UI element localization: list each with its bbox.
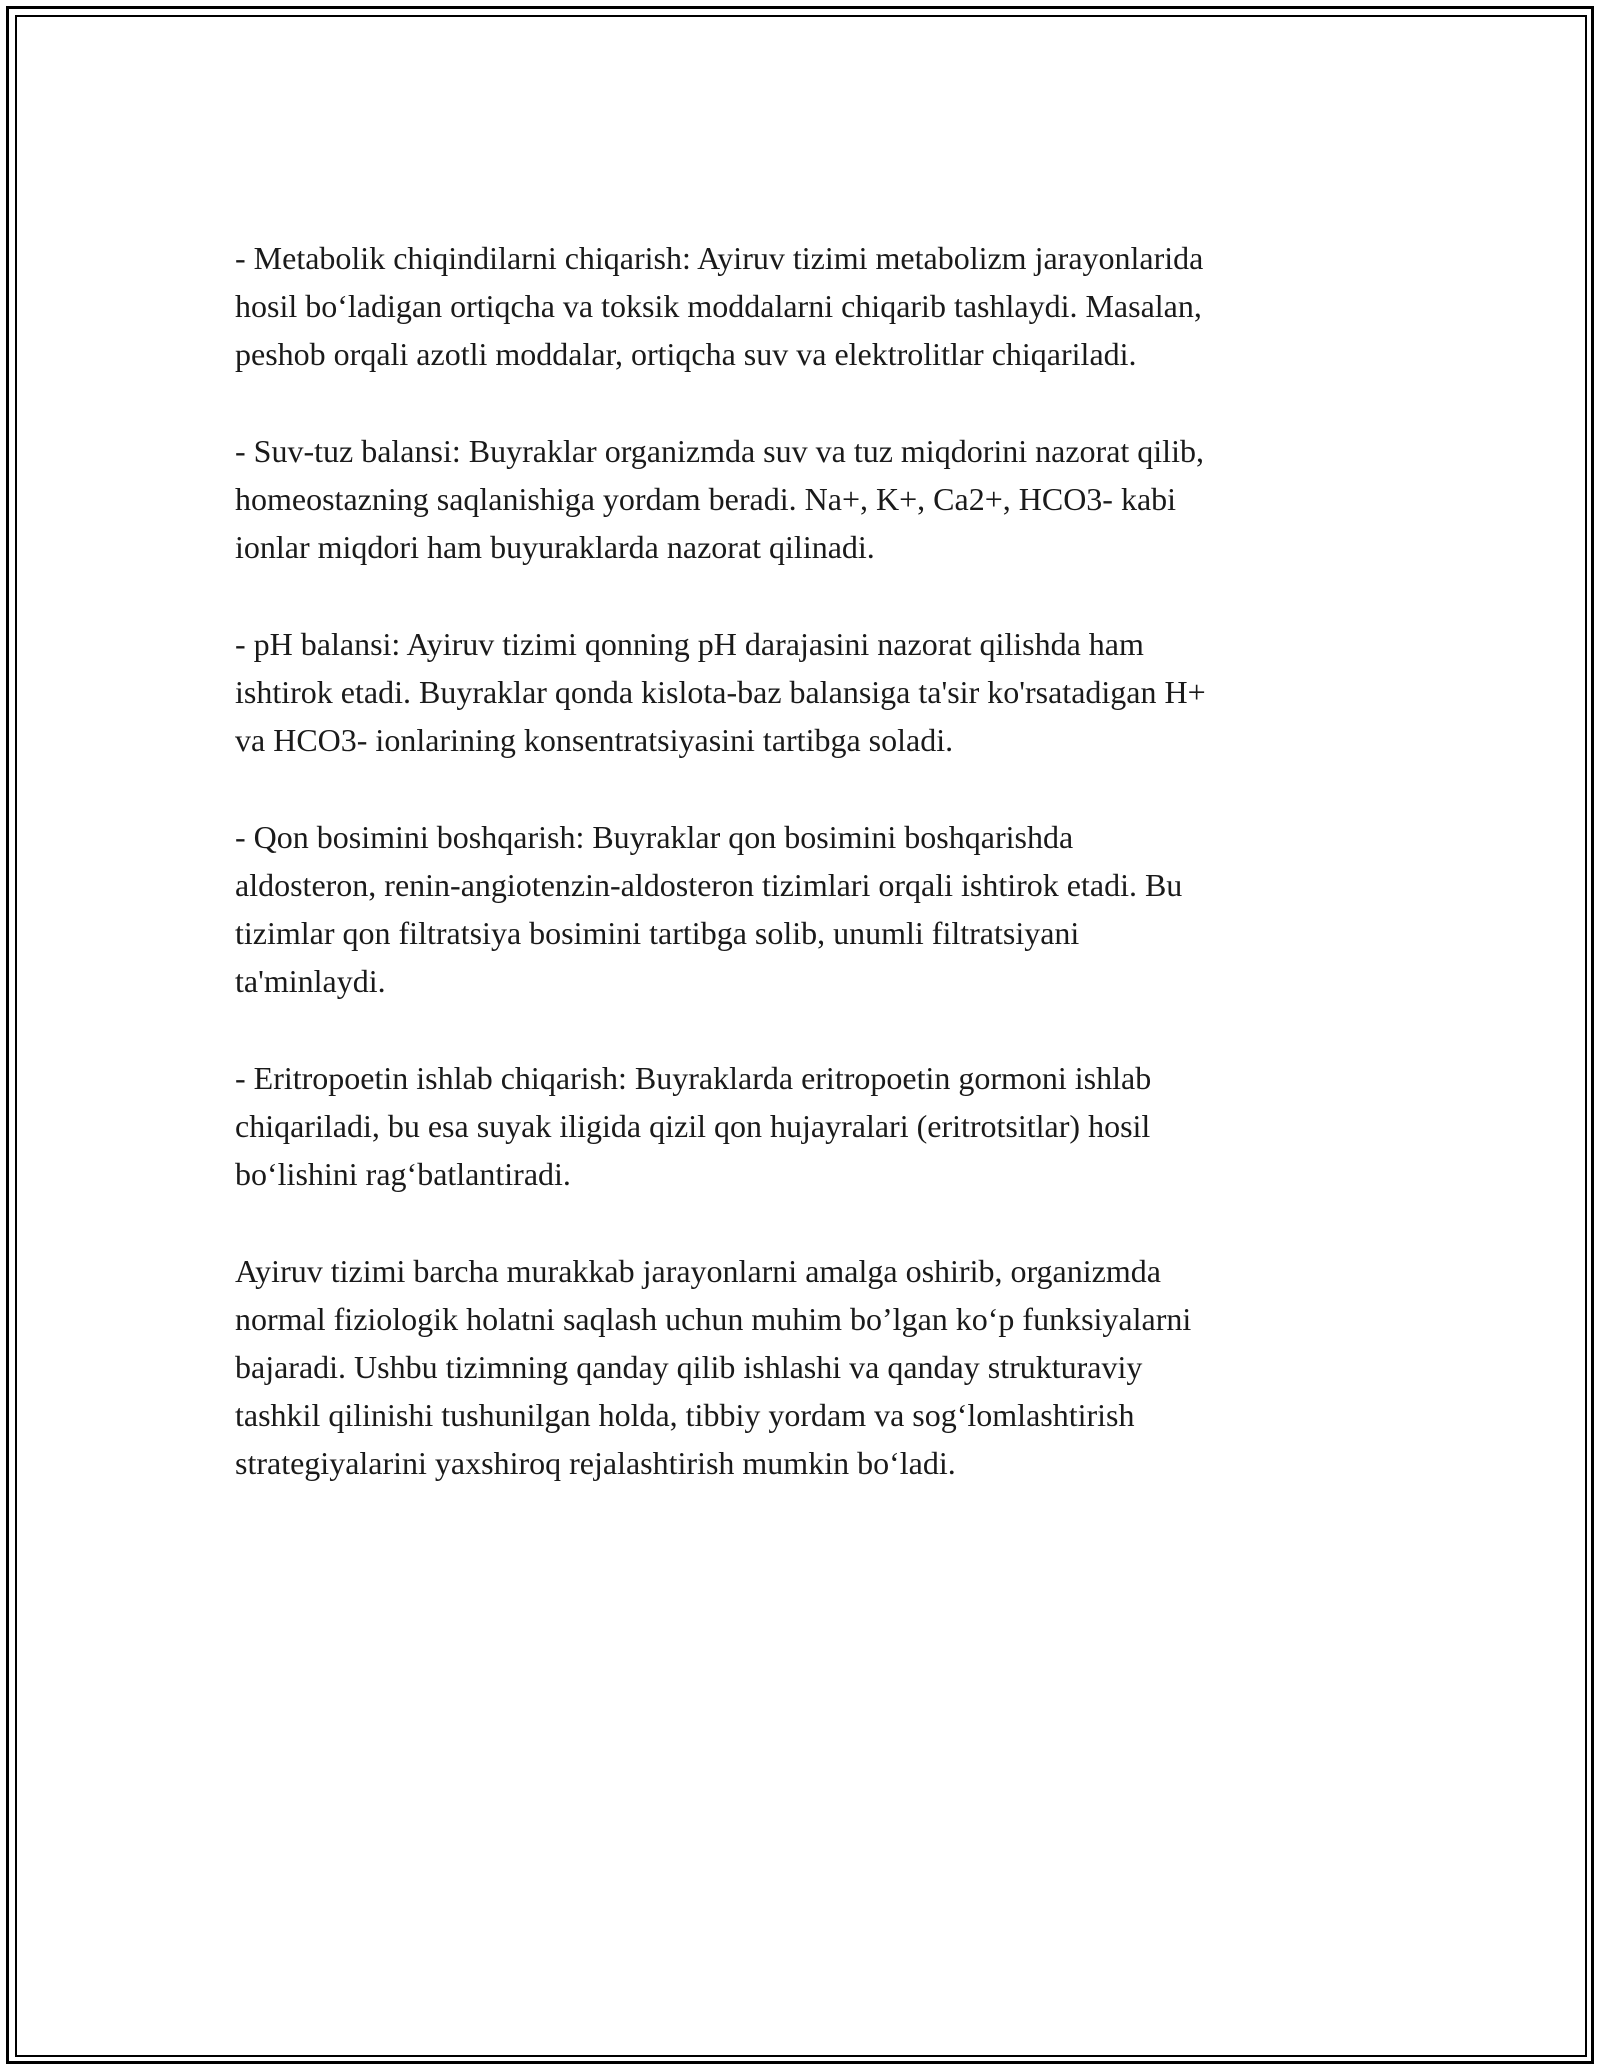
paragraph-water-salt-balance: - Suv-tuz balansi: Buyraklar organizmda suv va tuz miqdorini nazorat qilib, homeostazning saqlanishiga yordam beradi. Na+, K+, Ca2+, HCO3- kabi ionlar miqdori ham buyuraklarda nazorat qilinadi. xyxy=(235,433,1204,565)
paragraph-ph-balance: - pH balansi: Ayiruv tizimi qonning pH darajasini nazorat qilishda ham ishtirok etadi. Buyraklar qonda kislota-baz balansiga ta'sir ko'rsatadigan H+ va HCO3- ionlarining konsentratsiyasini tartibga soladi. xyxy=(235,626,1206,758)
document-body xyxy=(235,234,1375,1536)
paragraph-erythropoietin: - Eritropoetin ishlab chiqarish: Buyraklarda eritropoetin gormoni ishlab chiqariladi, bu esa suyak iligida qizil qon hujayralari (eritrotsitlar) hosil bo‘lishini rag‘batlantiradi. xyxy=(235,1060,1152,1192)
paragraph-blood-pressure: - Qon bosimini boshqarish: Buyraklar qon bosimini boshqarishda aldosteron, renin-angiotenzin-aldosteron tizimlari orqali ishtirok etadi. Bu tizimlar qon filtratsiya bosimini tartibga solib, unumli filtratsiyani ta'minlaydi. xyxy=(235,819,1183,999)
paragraph-conclusion: Ayiruv tizimi barcha murakkab jarayonlarni amalga oshirib, organizmda normal fiziologik holatni saqlash uchun muhim bo’lgan ko‘p funksiyalarni bajaradi. Ushbu tizimning qanday qilib ishlashi va qanday strukturaviy tashkil qilinishi tushunilgan holda, tibbiy yordam va sog‘lomlashtirish strategiyalarini yaxshiroq rejalashtirish mumkin bo‘ladi. xyxy=(235,1253,1192,1481)
paragraph-metabolic-waste: - Metabolik chiqindilarni chiqarish: Ayiruv tizimi metabolizm jarayonlarida hosil bo‘ladigan ortiqcha va toksik moddalarni chiqarib tashlaydi. Masalan, peshob orqali azotli moddalar, ortiqcha suv va elektrolitlar chiqariladi. xyxy=(235,240,1204,372)
